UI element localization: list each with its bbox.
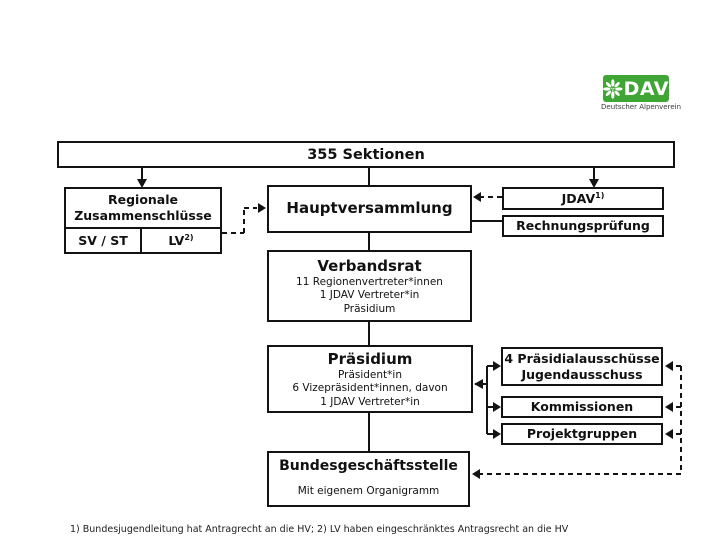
edelweiss-icon: [603, 76, 623, 102]
node-verbandsrat: [267, 250, 472, 322]
node-regionale-title: [66, 189, 220, 227]
node-rechnungspruefung: [502, 215, 664, 237]
node-sektionen: [57, 141, 675, 168]
cell-lv: [142, 229, 220, 252]
node-praesidialausschuesse: [501, 347, 663, 386]
verbandsrat-line-2: 1 JDAV Vertreter*in: [319, 289, 420, 302]
node-praesidium: [267, 345, 473, 413]
logo-subtitle: Deutscher Alpenverein: [601, 103, 682, 111]
node-projektgruppen-label: Projektgruppen: [526, 426, 638, 442]
node-hauptversammlung-label: Hauptversammlung: [286, 199, 453, 218]
ausschuesse-line1: 4 Präsidialausschüsse: [504, 350, 660, 366]
cell-sv-st: [66, 229, 142, 252]
node-jdav: [502, 187, 664, 210]
logo-text: DAV: [623, 77, 669, 100]
footnote: 1) Bundesjugendleitung hat Antragrecht an die HV; 2) LV haben eingeschränktes Antragsrecht an die HV: [70, 524, 569, 535]
regionale-title-line1: Regionale: [107, 192, 179, 208]
regionale-cells: [66, 227, 220, 252]
node-verbandsrat-title: Verbandsrat: [317, 257, 422, 276]
node-jdav-label: JDAV$^{1)}$: [561, 190, 605, 206]
node-bundesgeschaeftsstelle: [267, 451, 470, 507]
node-bgs-subtitle: Mit eigenem Organigramm: [297, 485, 440, 498]
node-kommissionen: [501, 396, 663, 418]
ausschuesse-line2: Jugendausschuss: [521, 366, 643, 382]
node-hauptversammlung: [267, 185, 472, 233]
praesidium-line-1: Präsident*in: [337, 368, 402, 381]
dav-logo: [603, 75, 669, 102]
verbandsrat-line-1: 11 Regionenvertreter*innen: [296, 275, 443, 288]
node-regionale-zusammenschluesse: [64, 187, 222, 254]
verbandsrat-line-3: Präsidium: [343, 302, 396, 315]
node-projektgruppen: [501, 423, 663, 445]
cell-sv-st-label: SV / ST: [78, 232, 128, 248]
praesidium-line-2: 6 Vizepräsident*innen, davon: [292, 382, 448, 395]
node-sektionen-label: 355 Sektionen: [307, 146, 425, 163]
node-kommissionen-label: Kommissionen: [530, 399, 634, 415]
regionale-title-line2: Zusammenschlüsse: [74, 207, 212, 223]
praesidium-line-3: 1 JDAV Vertreter*in: [320, 395, 420, 408]
node-praesidium-title: Präsidium: [327, 350, 413, 369]
cell-lv-label: LV$^{2)}$: [168, 232, 194, 248]
node-bgs-title: Bundesgeschäftsstelle: [279, 458, 458, 474]
node-rechnungspruefung-label: Rechnungsprüfung: [516, 218, 650, 234]
